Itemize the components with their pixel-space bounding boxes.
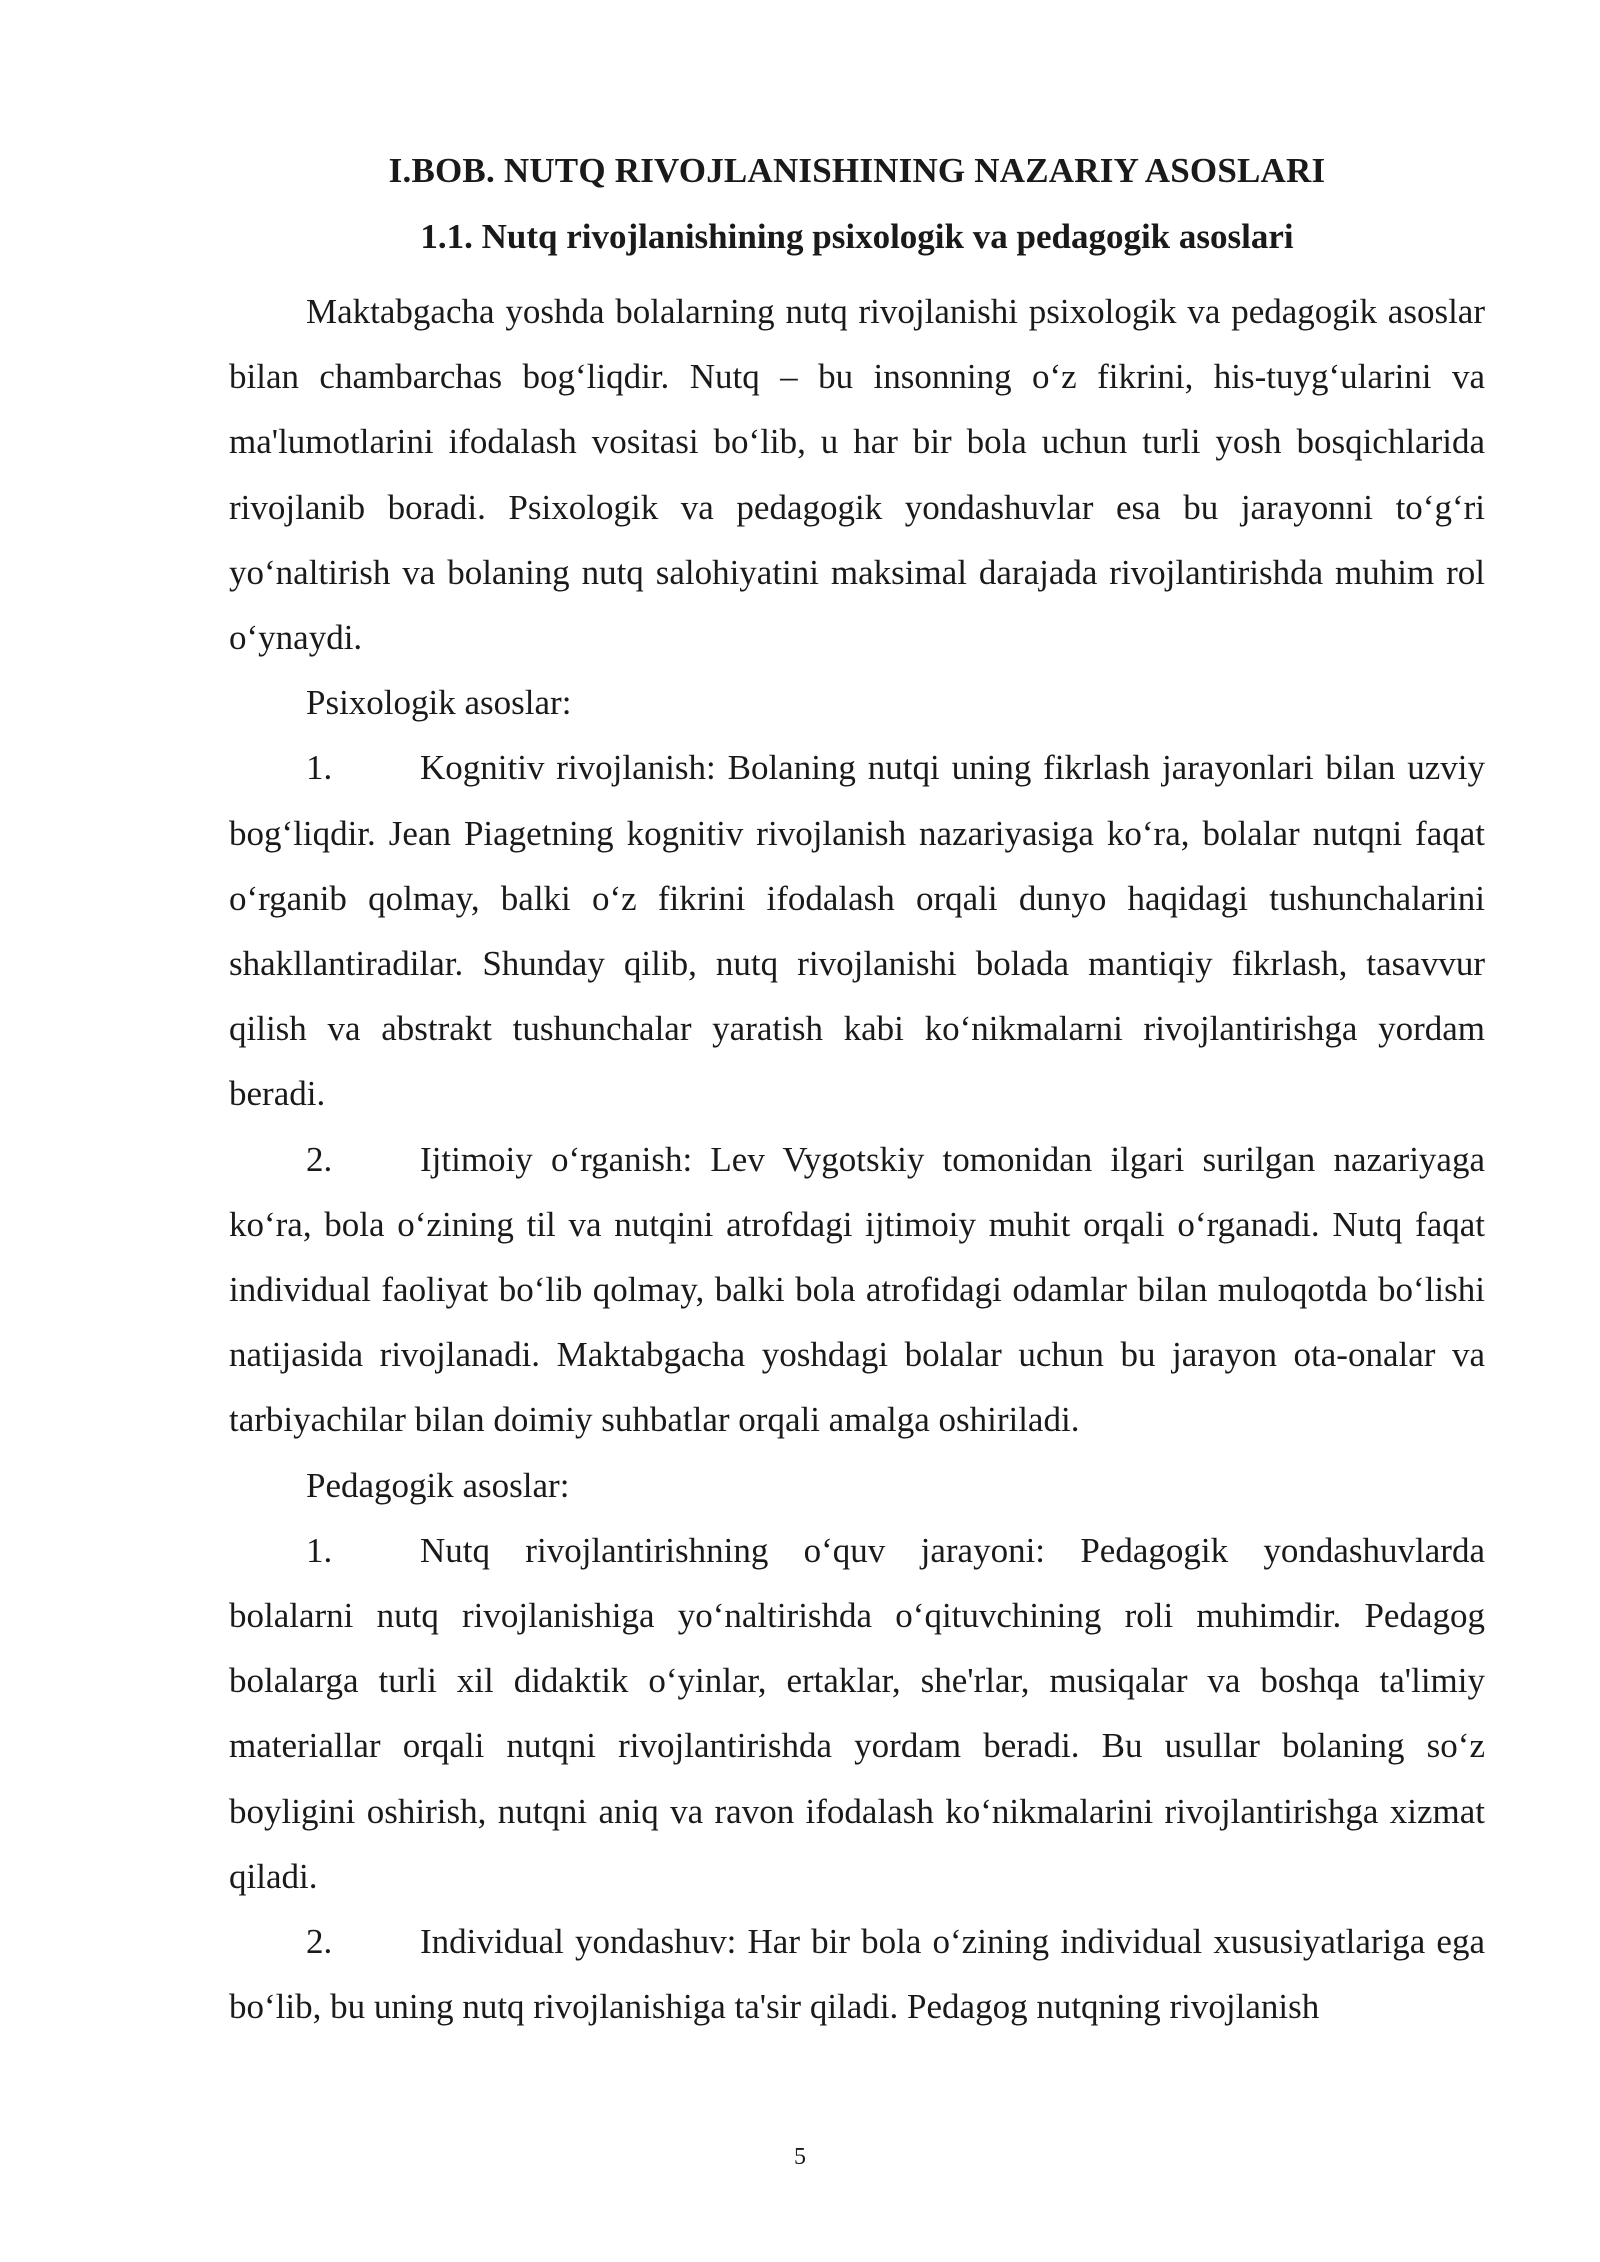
list-item-text: Individual yondashuv: Har bir bola o‘zining individual xususiyatlariga ega bo‘lib, bu uning nutq rivojlanishiga ta'sir qiladi. Pedagog nutqning rivojlanish <box>229 1922 1485 2027</box>
chapter-title: I.BOB. NUTQ RIVOJLANISHINING NAZARIY ASOSLARI <box>388 151 1326 190</box>
list-item <box>229 1518 1485 1909</box>
list-item <box>229 735 1485 1126</box>
page-content <box>229 149 1485 2039</box>
list-item <box>229 1909 1485 2039</box>
list-item-number: 2. <box>306 1922 333 1962</box>
pedagogical-heading: Pedagogik asoslar: <box>306 1465 570 1505</box>
section-title: 1.1. Nutq rivojlanishining psixologik va pedagogik asoslari <box>420 217 1294 256</box>
body-text <box>229 279 1485 2039</box>
list-item <box>229 1127 1485 1453</box>
list-item-text: Ijtimoiy o‘rganish: Lev Vygotskiy tomonidan ilgari surilgan nazariyaga ko‘ra, bola o‘zining til va nutqini atrofdagi ijtimoiy muhit orqali o‘rganadi. Nutq faqat individual faoliyat bo‘lib qolmay, balki bola atrofidagi odamlar bilan muloqotda bo‘lishi natijasida rivojlanadi. Maktabgacha yoshdagi bolalar uchun bu jarayon ota-onalar va tarbiyachilar bilan doimiy suhbatlar orqali amalga oshiriladi. <box>229 1139 1485 1440</box>
list-item-number: 1. <box>306 1530 333 1570</box>
list-item-number: 1. <box>306 748 333 788</box>
list-item-text: Nutq rivojlantirishning o‘quv jarayoni: Pedagogik yondashuvlarda bolalarni nutq rivojlanishiga yo‘naltirishda o‘qituvchining roli muhimdir. Pedagog bolalarga turli xil didaktik o‘yinlar, ertaklar, she'rlar, musiqalar va boshqa ta'limiy materiallar orqali nutqni rivojlantirishda yordam beradi. Bu usullar bolaning so‘z boyligini oshirish, nutqni aniq va ravon ifodalash ko‘nikmalarini rivojlantirishga xizmat qiladi. <box>229 1530 1485 1896</box>
intro-paragraph: Maktabgacha yoshda bolalarning nutq rivojlanishi psixologik va pedagogik asoslar bilan chambarchas bog‘liqdir. Nutq – bu insonning o‘z fikrini, his-tuyg‘ularini va ma'lumotlarini ifodalash vositasi bo‘lib, u har bir bola uchun turli yosh bosqichlarida rivojlanib boradi. Psixologik va pedagogik yondashuvlar esa bu jarayonni to‘g‘ri yo‘naltirish va bolaning nutq salohiyatini maksimal darajada rivojlantirishda muhim rol o‘ynaydi. <box>229 292 1485 658</box>
psychological-heading: Psixologik asoslar: <box>306 683 572 723</box>
list-item-text: Kognitiv rivojlanish: Bolaning nutqi uning fikrlash jarayonlari bilan uzviy bog‘liqdir. Jean Piagetning kognitiv rivojlanish nazariyasiga ko‘ra, bolalar nutqni faqat o‘rganib qolmay, balki o‘z fikrini ifodalash orqali dunyo haqidagi tushunchalarini shakllantiradilar. Shunday qilib, nutq rivojlanishi bolada mantiqiy fikrlash, tasavvur qilish va abstrakt tushunchalar yaratish kabi ko‘nikmalarni rivojlantirishga yordam beradi. <box>229 748 1485 1114</box>
list-item-number: 2. <box>306 1139 333 1179</box>
page-number: 5 <box>794 2144 806 2170</box>
